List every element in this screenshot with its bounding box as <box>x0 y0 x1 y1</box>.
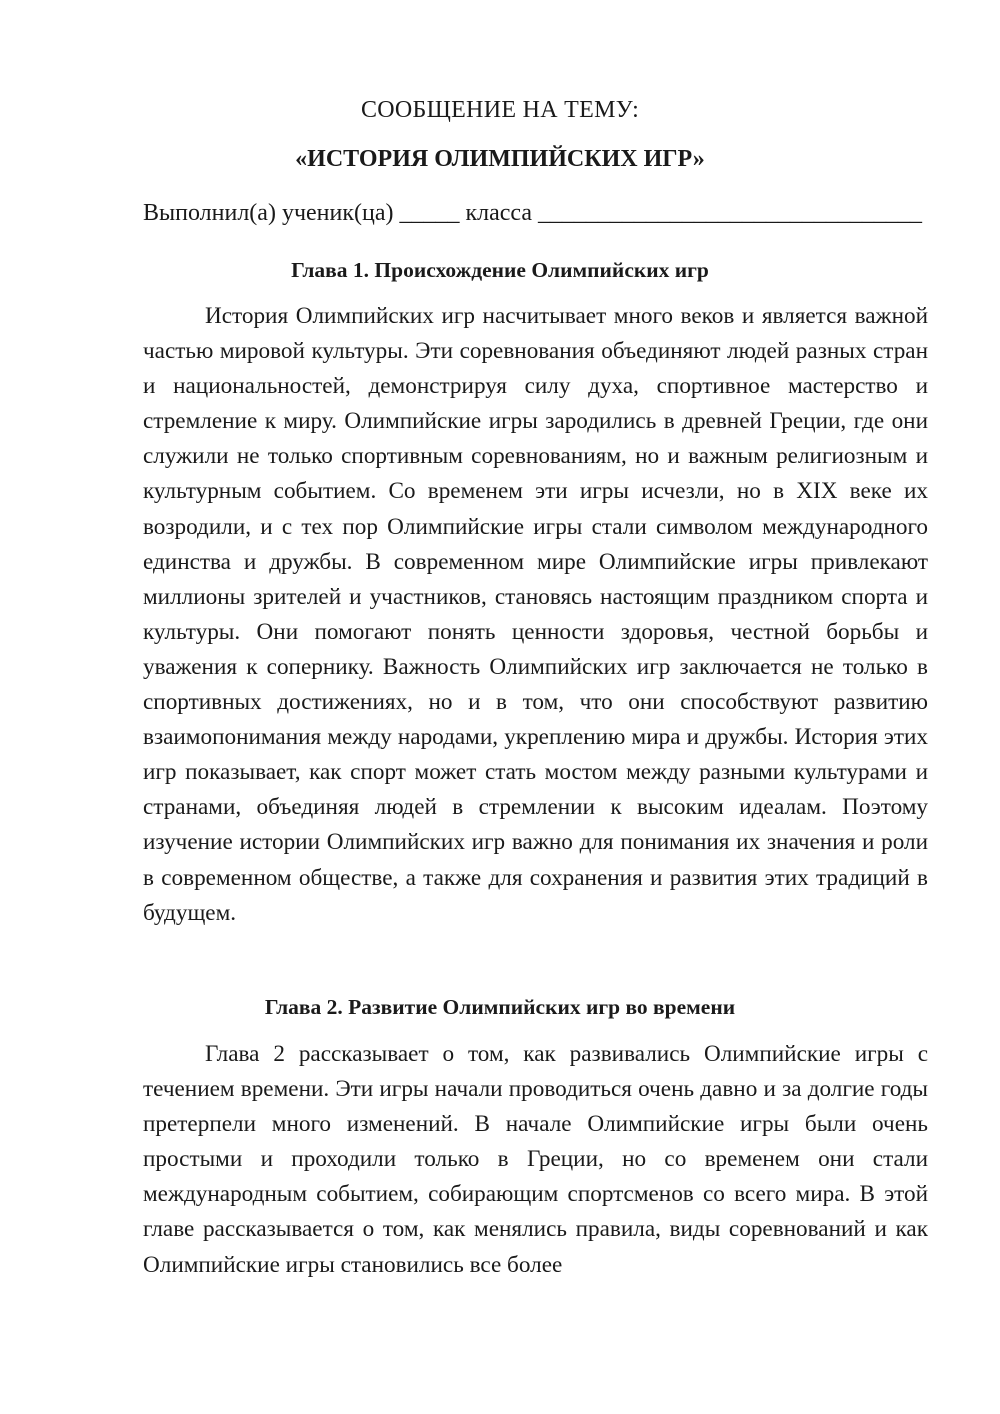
chapter-2-heading: Глава 2. Развитие Олимпийских игр во времени <box>264 995 736 1019</box>
chapter-2-paragraph: Глава 2 рассказывает о том, как развивались Олимпийские игры с течением времени. Эти игры начали проводиться очень давно и за долгие годы претерпели много изменений. В начале Олимпийские игры были очень простыми и проходили только в Греции, но со временем они стали международным событием, собирающим спортсменов со всего мира. В этой главе рассказывается о том, как менялись правила, виды соревнований и как Олимпийские игры становились все более <box>143 1041 928 1278</box>
author-line: Выполнил(а) ученик(ца) _____ класса ________________________________ <box>143 200 923 226</box>
chapter-1-paragraph: История Олимпийских игр насчитывает много веков и является важной частью мировой культуры. Эти соревнования объединяют людей разных стран и национальностей, демонстрируя силу духа, спортивное мастерство и стремление к миру. Олимпийские игры зародились в древней Греции, где они служили не только спортивным соревнованиям, но и важным религиозным и культурным событием. Со временем эти игры исчезли, но в XIX веке их возродили, и с тех пор Олимпийские игры стали символом международного единства и дружбы. В современном мире Олимпийские игры привлекают миллионы зрителей и участников, становясь настоящим праздником спорта и культуры. Они помогают понять ценности здоровья, честной борьбы и уважения к сопернику. Важность Олимпийских игр заключается не только в спортивных достижениях, но и в том, что они способствуют развитию взаимопонимания между народами, укреплению мира и дружбы. История этих игр показывает, как спорт может стать мостом между разными культурами и странами, объединяя людей в стремлении к высоким идеалам. Поэтому изучение истории Олимпийских игр важно для понимания их значения и роли в современном обществе, а также для сохранения и развития этих традиций в будущем. <box>143 303 928 926</box>
document-title-line-2: «ИСТОРИЯ ОЛИМПИЙСКИХ ИГР» <box>295 146 705 172</box>
chapter-1-heading: Глава 1. Происхождение Олимпийских игр <box>291 258 709 282</box>
document-title-line-1: СООБЩЕНИЕ НА ТЕМУ: <box>360 97 640 123</box>
